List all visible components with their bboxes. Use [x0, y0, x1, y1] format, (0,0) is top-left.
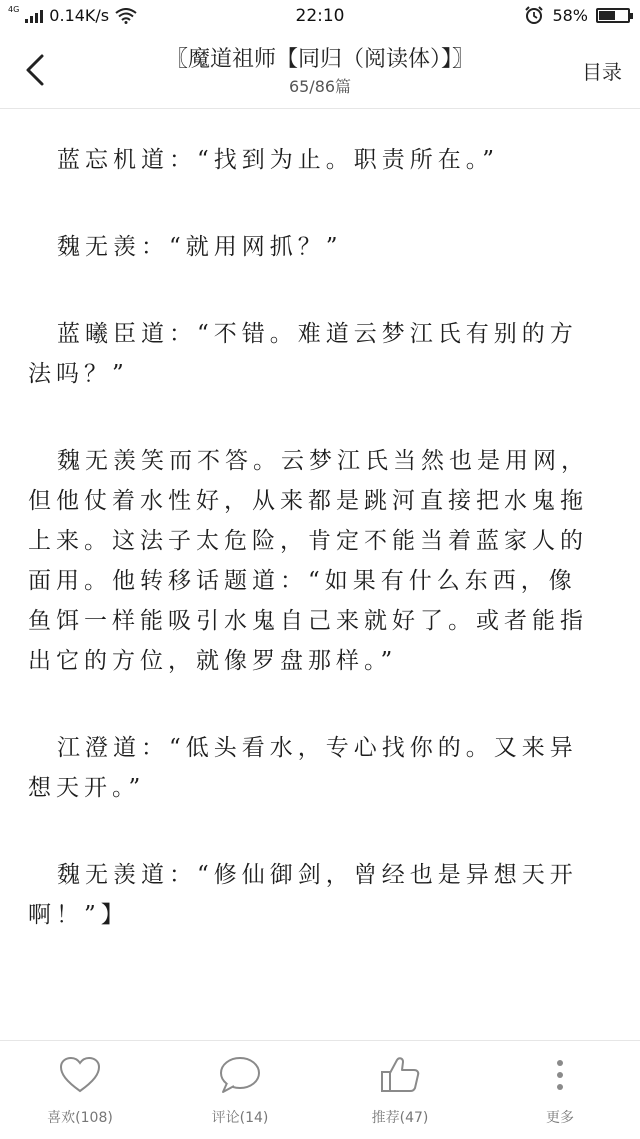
chapter-progress: 65/86篇 [288, 77, 352, 96]
comment-label: 评论(14) [211, 1110, 269, 1126]
recommend-label: 推荐(47) [371, 1110, 429, 1126]
network-speed: 0.14K/s [49, 6, 110, 25]
paragraph: 魏无羡道：“修仙御剑，曾经也是异想天开啊！”】 [28, 862, 578, 928]
comment-button[interactable] [160, 1041, 320, 1139]
paragraph: 蓝忘机道：“找到为止。职责所在。” [57, 147, 500, 173]
more-vertical-icon [538, 1055, 582, 1095]
toc-button[interactable]: 目录 [582, 60, 622, 84]
battery-percent: 58% [552, 5, 588, 25]
status-right [524, 5, 630, 25]
recommend-button[interactable] [320, 1041, 480, 1139]
status-bar [0, 0, 640, 32]
like-button[interactable] [0, 1041, 160, 1139]
like-label: 喜欢(108) [47, 1110, 113, 1126]
header [0, 32, 640, 109]
network-type: 4G [8, 5, 20, 14]
comment-icon [218, 1055, 262, 1095]
paragraph: 魏无羡：“就用网抓？” [57, 234, 343, 260]
thumbs-up-icon [378, 1055, 422, 1095]
page-title: 〖魔道祖师【同归（阅读体）】〗 [165, 47, 474, 72]
paragraph: 魏无羡笑而不答。云梦江氏当然也是用网，但他仗着水性好，从来都是跳河直接把水鬼拖上来。这法子太危险，肯定不能当着蓝家人的面用。他转移话题道：“如果有什么东西，像鱼饵一样能吸引水鬼自己来就好了。或者能指出它的方位，就像罗盘那样。” [28, 448, 589, 674]
chapter-content [28, 140, 598, 982]
battery-level [599, 11, 615, 20]
chevron-left-icon[interactable] [20, 52, 50, 88]
heart-icon [58, 1055, 102, 1095]
more-button[interactable] [480, 1041, 640, 1139]
clock: 22:10 [295, 6, 345, 26]
battery-icon [596, 8, 630, 23]
paragraph: 蓝曦臣道：“不错。难道云梦江氏有别的方法吗？” [28, 321, 578, 387]
alarm-icon [524, 5, 544, 25]
more-label: 更多 [546, 1110, 574, 1126]
bottom-action-bar [0, 1040, 640, 1139]
paragraph: 江澄道：“低头看水，专心找你的。又来异想天开。” [28, 735, 578, 801]
